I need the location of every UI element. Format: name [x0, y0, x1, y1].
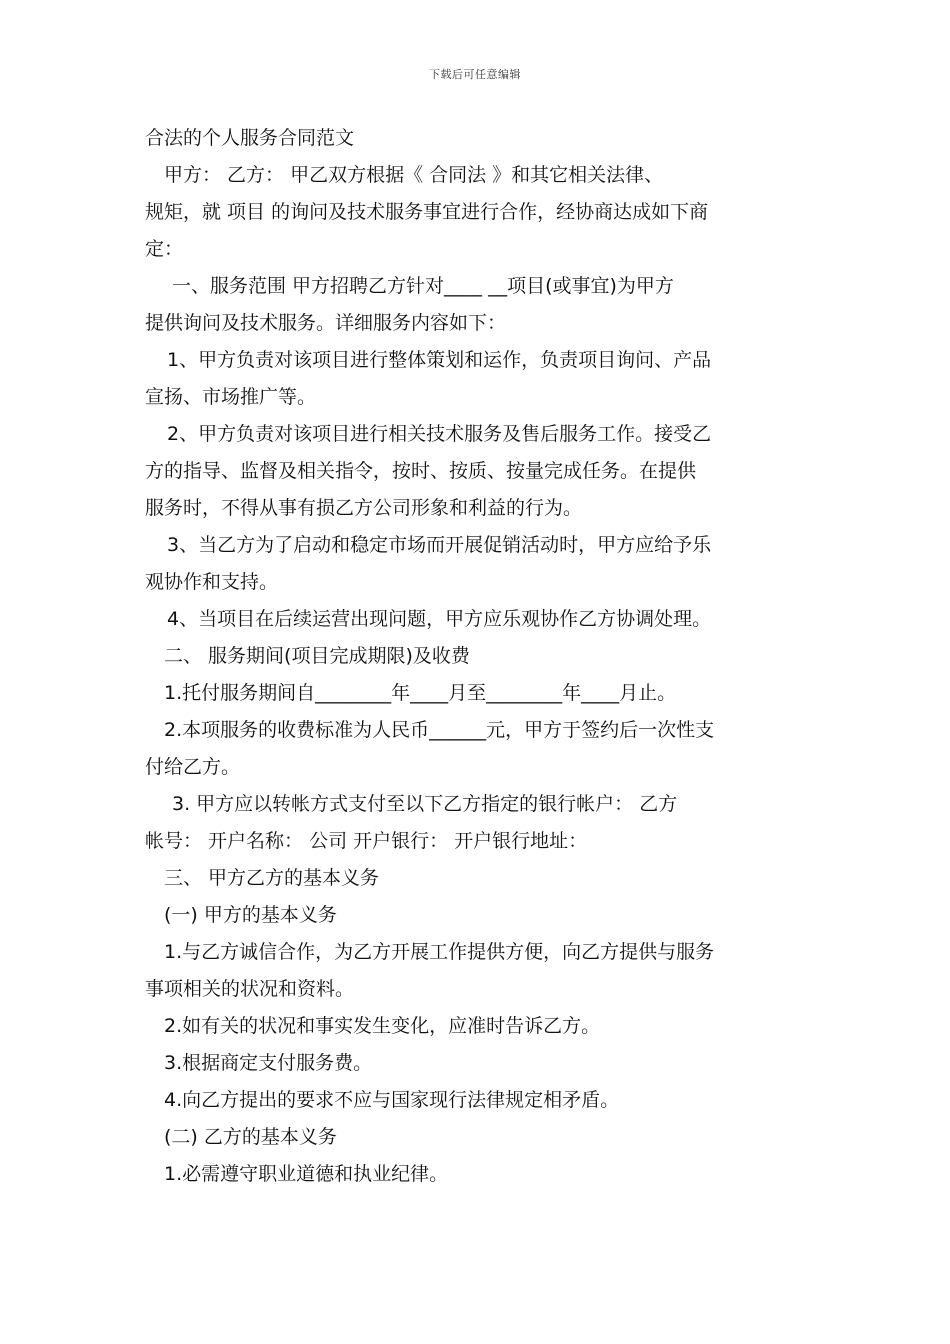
text-line: 1.与乙方诚信合作，为乙方开展工作提供方便，向乙方提供与服务	[164, 941, 715, 963]
text-line: 3、当乙方为了启动和稳定市场而开展促销活动时，甲方应给予乐	[167, 534, 712, 556]
text-line: 三、 甲方乙方的基本义务	[164, 867, 380, 889]
text-line: 帐号： 开户名称： 公司 开户银行： 开户银行地址：	[145, 830, 588, 852]
text-line: 3.根据商定支付服务费。	[164, 1052, 373, 1074]
text-line: 宣扬、市场推广等。	[145, 386, 317, 408]
text-line: 1、甲方负责对该项目进行整体策划和运作，负责项目询问、产品	[167, 349, 712, 371]
text-line: 提供询问及技术服务。详细服务内容如下：	[145, 312, 507, 334]
text-line: 观协作和支持。	[145, 571, 279, 593]
text-line: 1.托付服务期间自________年____月至________年____月止。	[164, 682, 677, 704]
document-body	[145, 120, 810, 1193]
text-line: 4.向乙方提出的要求不应与国家现行法律规定相矛盾。	[164, 1089, 620, 1111]
text-line: 事项相关的状况和资料。	[145, 978, 355, 1000]
text-line: 规矩，就 项目 的询问及技术服务事宜进行合作，经协商达成如下商	[145, 201, 709, 223]
text-line: 4、当项目在后续运营出现问题，甲方应乐观协作乙方协调处理。	[167, 608, 712, 630]
text-line: 方的指导、监督及相关指令，按时、按质、按量完成任务。在提供	[145, 460, 697, 482]
text-line: 3. 甲方应以转帐方式支付至以下乙方指定的银行帐户： 乙方	[172, 793, 678, 815]
text-line: (二) 乙方的基本义务	[164, 1126, 337, 1148]
document-title: 合法的个人服务合同范文	[145, 127, 355, 149]
text-line: 服务时，不得从事有损乙方公司形象和利益的行为。	[145, 497, 583, 519]
text-line: 1.必需遵守职业道德和执业纪律。	[164, 1163, 449, 1185]
text-line: 一、服务范围 甲方招聘乙方针对____ __项目(或事宜)为甲方	[172, 275, 674, 297]
text-line: 2.本项服务的收费标准为人民币______元，甲方于签约后一次性支	[164, 719, 715, 741]
text-line: (一) 甲方的基本义务	[164, 904, 337, 926]
text-line: 付给乙方。	[145, 756, 241, 778]
text-line: 2.如有关的状况和事实发生变化，应准时告诉乙方。	[164, 1015, 601, 1037]
text-line: 二、 服务期间(项目完成期限)及收费	[164, 645, 470, 667]
text-line: 2、甲方负责对该项目进行相关技术服务及售后服务工作。接受乙	[167, 423, 712, 445]
text-line: 甲方： 乙方： 甲乙双方根据《 合同法 》和其它相关法律、	[164, 164, 664, 186]
text-line: 定：	[145, 238, 184, 260]
page-header: 下载后可任意编辑	[429, 68, 521, 81]
